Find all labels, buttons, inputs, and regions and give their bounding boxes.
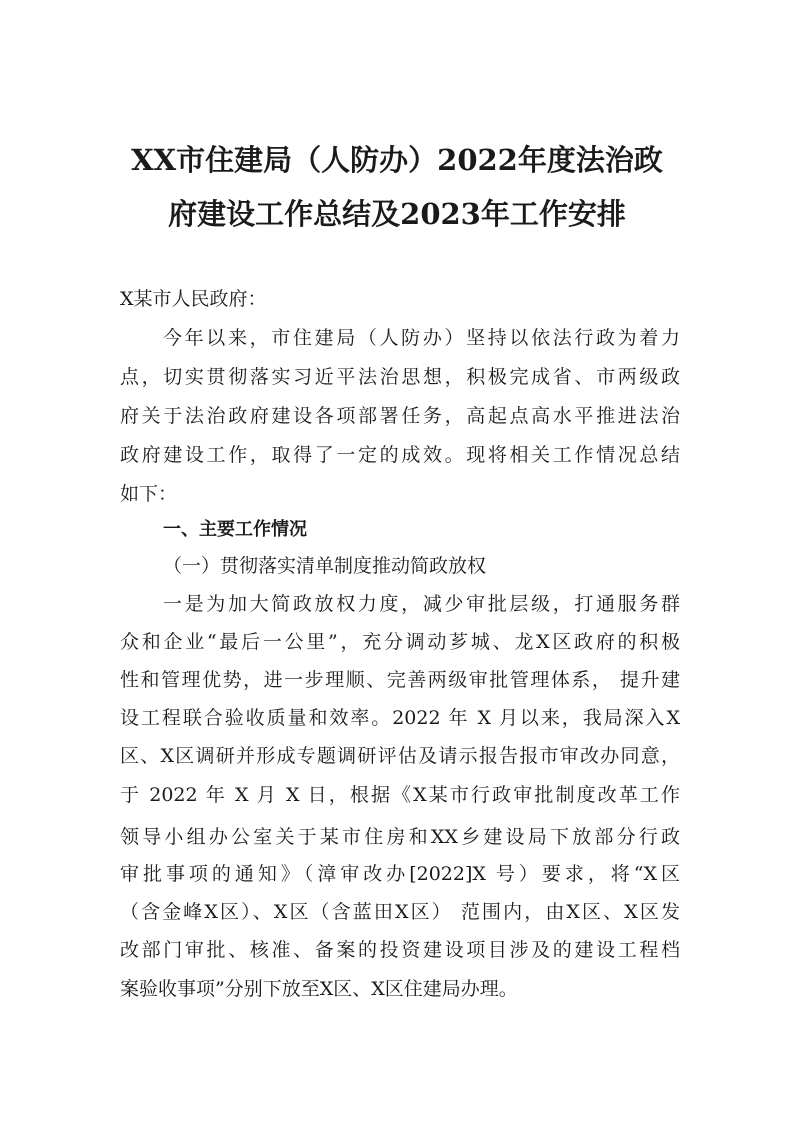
body-line-10: 改部门审批、核准、备案的投资建设项目涉及的建设工程档: [120, 939, 680, 961]
body-line-6: 于 2022 年 X 月 X 日，根据《X某市行政审批制度改革工作: [120, 784, 680, 806]
intro-line-5: 如下：: [120, 483, 178, 505]
body-line-8: 审批事项的通知》（漳审改办[2022]X 号）要求，将“X区: [120, 863, 680, 885]
section-heading: 一、主要工作情况: [163, 519, 307, 540]
document-title-line-1: XX市住建局（人防办）2022年度法治政: [131, 143, 663, 177]
document-title-line-2: 府建设工作总结及2023年工作安排: [168, 197, 626, 231]
intro-line-1: 今年以来，市住建局（人防办）坚持以依法行政为着力: [163, 327, 680, 349]
intro-line-4: 政府建设工作，取得了一定的成效。现将相关工作情况总结: [120, 444, 680, 466]
intro-line-3: 府关于法治政府建设各项部署任务，高起点高水平推进法治: [120, 405, 680, 427]
body-line-7: 领导小组办公室关于某市住房和XX乡建设局下放部分行政: [120, 826, 680, 848]
body-line-2: 众和企业“最后一公里”，充分调动芗城、龙X区政府的积极: [120, 631, 680, 653]
salutation: X某市人民政府：: [120, 288, 267, 310]
body-line-11: 案验收事项”分别下放至X区、X区住建局办理。: [120, 978, 518, 1000]
body-line-1: 一是为加大简政放权力度，减少审批层级，打通服务群: [163, 593, 680, 615]
body-line-3: 性和管理优势，进一步理顺、完善两级审批管理体系， 提升建: [120, 669, 680, 691]
subsection-heading: （一）贯彻落实清单制度推动简政放权: [163, 555, 487, 577]
intro-line-2: 点，切实贯彻落实习近平法治思想，积极完成省、市两级政: [120, 366, 680, 388]
body-line-9: （含金峰X区）、X区（含蓝田X区） 范围内，由X区、X区发: [120, 901, 680, 923]
body-line-4: 设工程联合验收质量和效率。2022 年 X 月以来，我局深入X: [120, 707, 680, 729]
body-line-5: 区、X区调研并形成专题调研评估及请示报告报市审改办同意，: [120, 745, 680, 767]
